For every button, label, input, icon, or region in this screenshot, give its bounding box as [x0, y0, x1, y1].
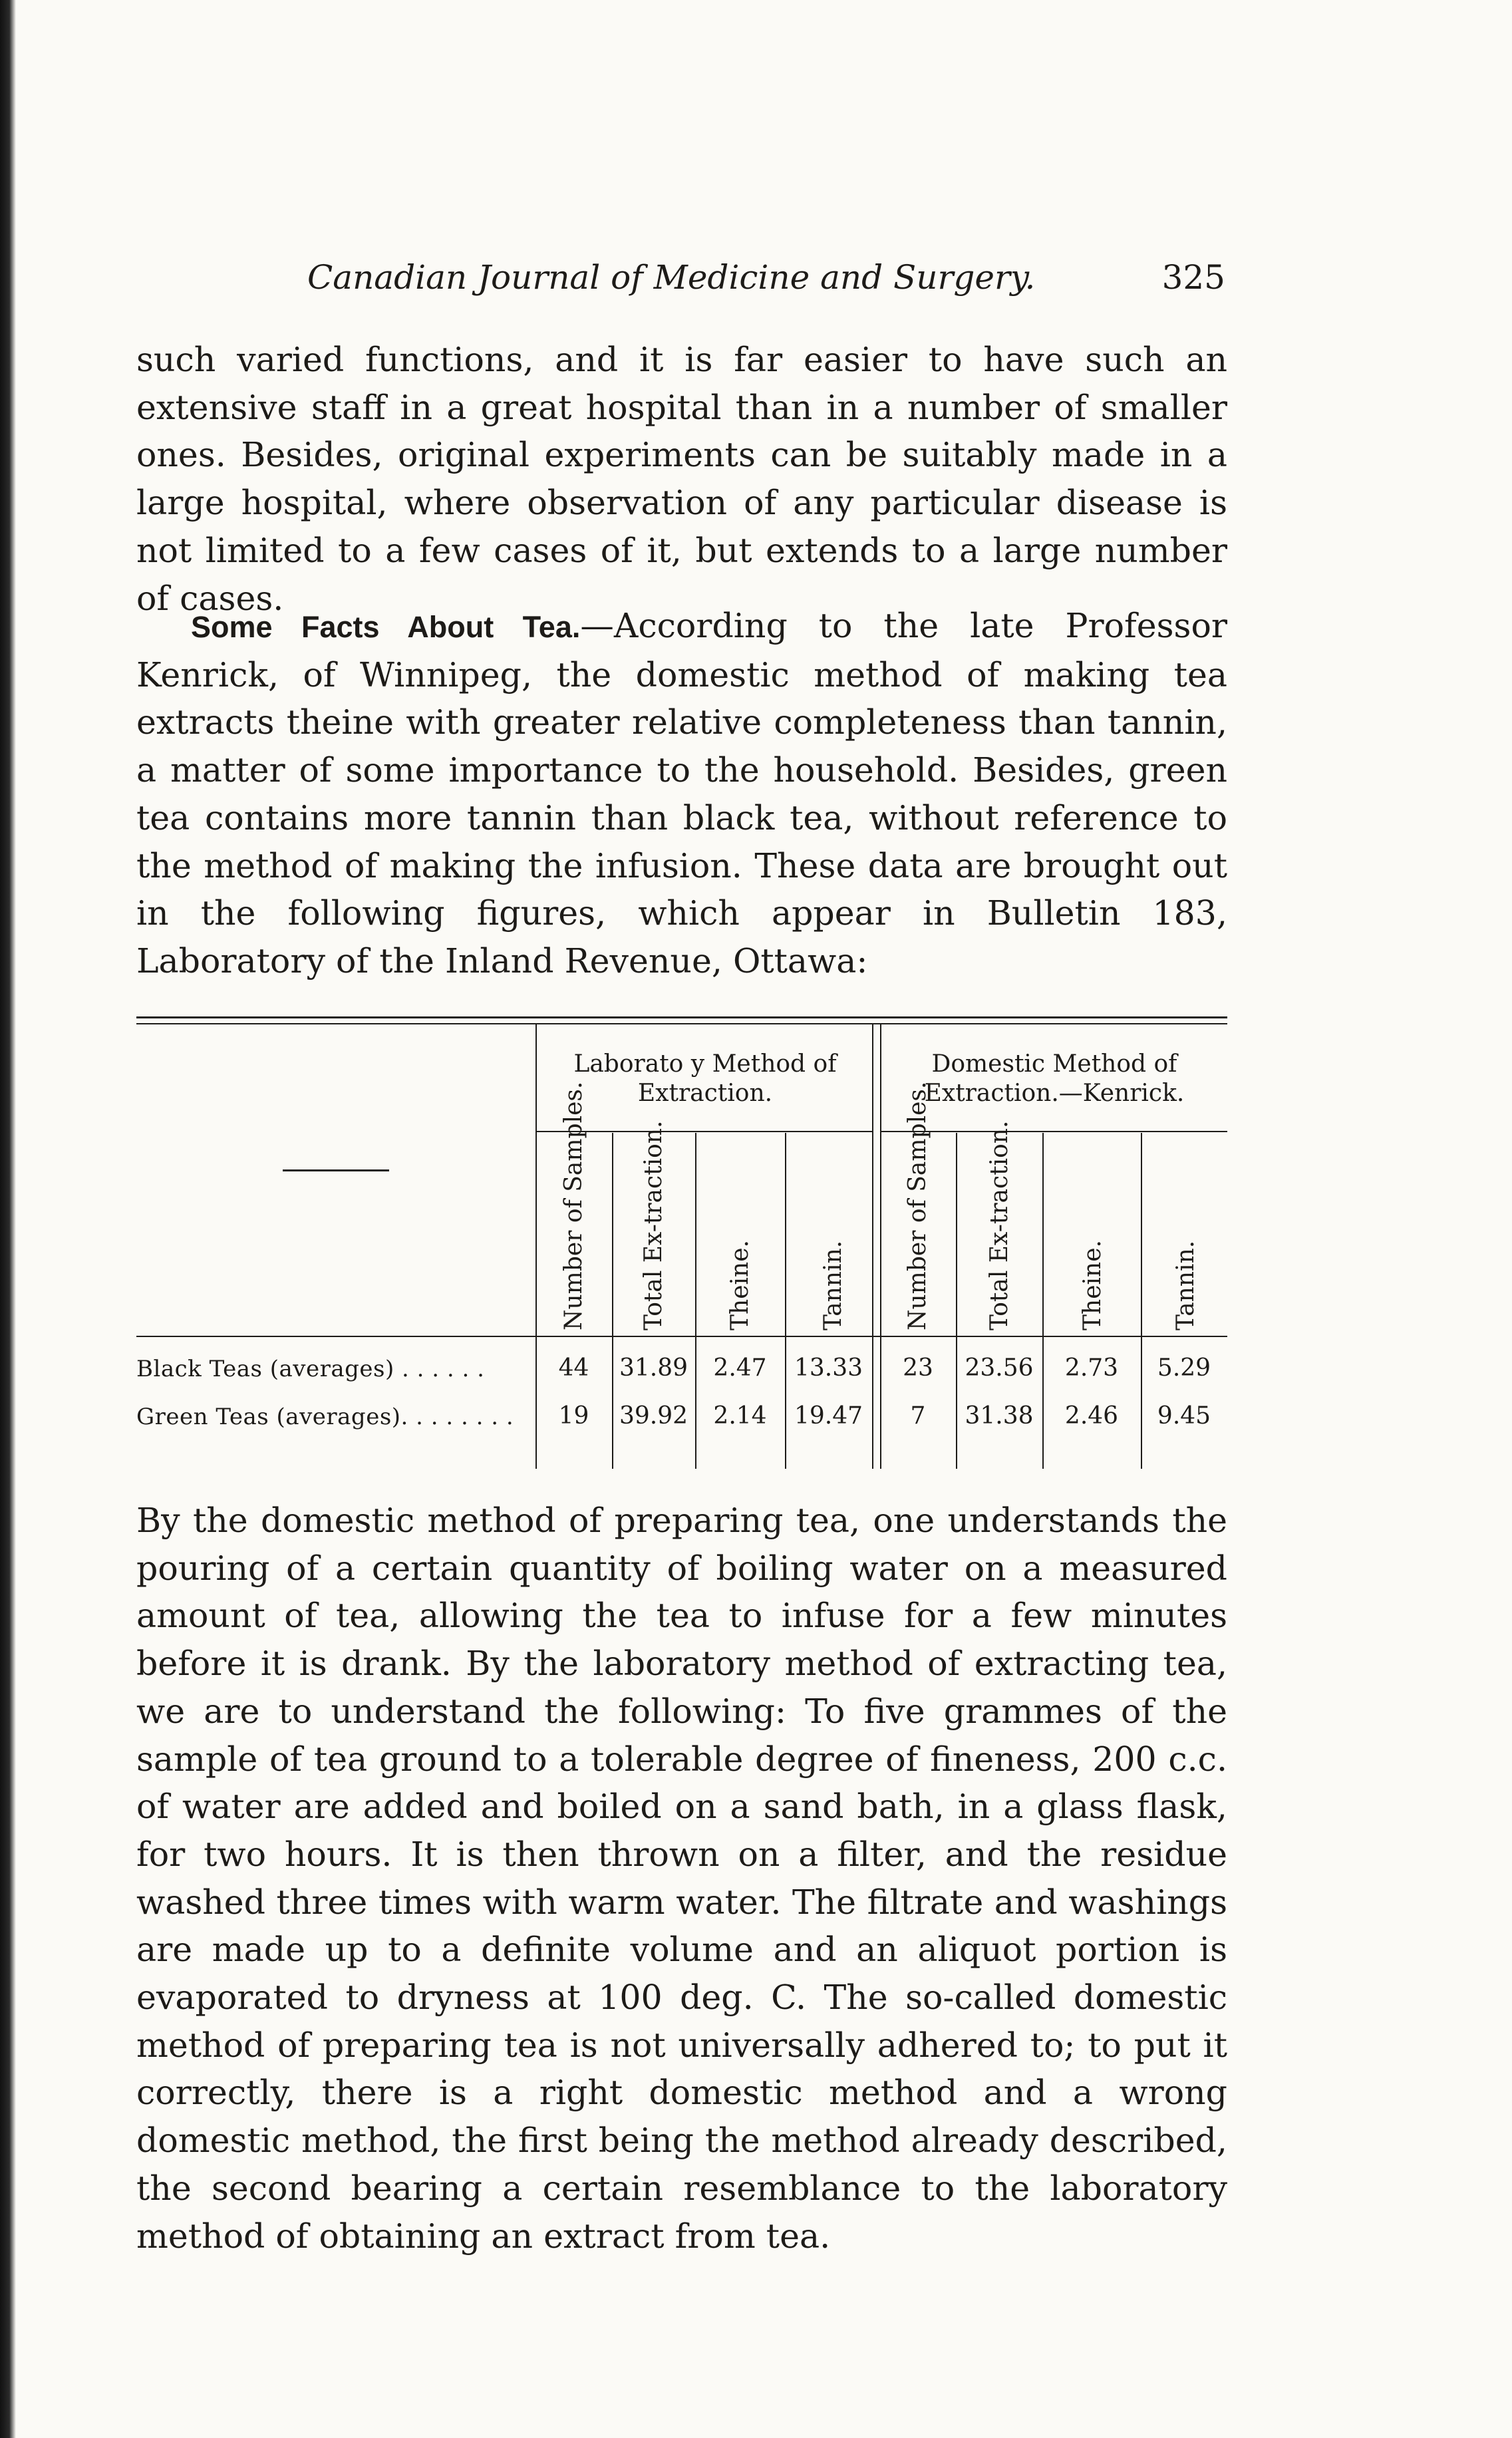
paragraph-3 — [136, 1497, 1227, 2260]
row-label-green-teas: Green Teas (averages). . . . . . . . — [136, 1404, 514, 1430]
table-cell: 7 — [910, 1402, 926, 1430]
table-cell: 23.56 — [965, 1354, 1034, 1382]
row-label-black-teas: Black Teas (averages) . . . . . . — [136, 1356, 485, 1382]
col-head-tannin: Tannin. — [820, 1240, 847, 1330]
col-head-theine: Theine. — [1079, 1240, 1106, 1330]
col-head-tannin: Tannin. — [1172, 1240, 1199, 1330]
col-head-theine: Theine. — [726, 1240, 754, 1330]
table-cell: 9.45 — [1157, 1402, 1211, 1430]
table-cell: 2.46 — [1064, 1402, 1119, 1430]
paragraph-1 — [136, 336, 1227, 622]
paragraph-2-text: —According to the late Professor Kenrick, of Winnipeg, the domestic method of making tea extracts theine with greater relative completeness than tannin, a matter of some importance to the household. Besides, green tea contains more tannin than black tea, without reference to the method of making the infusion. These data are brought out in the following figures, which appear in Bulletin 183, Laboratory of the Inland Revenue, Ottawa: — [136, 606, 1227, 981]
table-cell: 31.89 — [619, 1354, 688, 1382]
page-binding-edge — [0, 0, 16, 2438]
table-cell: 39.92 — [619, 1402, 688, 1430]
journal-title: Canadian Journal of Medicine and Surgery. — [307, 258, 1036, 297]
group-head-laboratory: Laborato y Method of Extraction. — [573, 1050, 837, 1107]
page-number: 325 — [1161, 258, 1225, 297]
table-cell: 2.14 — [713, 1402, 767, 1430]
table-cell: 19 — [558, 1402, 589, 1430]
table-cell: 19.47 — [794, 1402, 863, 1430]
table-cell: 2.73 — [1064, 1354, 1119, 1382]
table-cell: 31.38 — [965, 1402, 1034, 1430]
table-cell: 5.29 — [1157, 1354, 1211, 1382]
paragraph-1-text: such varied functions, and it is far easier to have such an extensive staff in a great hospital than in a number of smaller ones. Besides, original experiments can be suitably made in a large hospital, where observation of any particular disease is not limited to a few cases of it, but extends to a large number of cases. — [136, 340, 1227, 618]
table-cell: 23 — [903, 1354, 933, 1382]
paragraph-3-text: By the domestic method of preparing tea, one understands the pouring of a certain quantity of boiling water on a measured amount of tea, allowing the tea to infuse for a few minutes before it is drank. By the laboratory method of extracting tea, we are to understand the following: To five grammes of the sample of tea ground to a tolerable degree of fineness, 200 c.c. of water are added and boiled on a sand bath, in a glass flask, for two hours. It is then thrown on a filter, and the residue washed three times with warm water. The filtrate and washings are made up to a definite volume and an aliquot portion is evaporated to dryness at 100 deg. C. The so-called domestic method of preparing tea is not universally adhered to; to put it correctly, there is a right domestic method and a wrong domestic method, the first being the method already described, the second bearing a certain resemblance to the laboratory method of obtaining an extract from tea. — [136, 1501, 1227, 2256]
section-heading: Some Facts About Tea. — [191, 610, 581, 644]
paragraph-2 — [136, 602, 1227, 985]
tea-data-table — [136, 1016, 1227, 1469]
table-vline — [872, 1023, 873, 1469]
stub-dash — [283, 1169, 389, 1171]
table-header-rule — [136, 1336, 1227, 1337]
table-top-rule — [136, 1016, 1227, 1024]
table-cell: 44 — [558, 1354, 589, 1382]
col-head-samples: Number of Samples. — [904, 1081, 931, 1330]
running-header — [307, 258, 1225, 311]
group-head-domestic: Domestic Method of Extraction.—Kenrick. — [924, 1050, 1185, 1107]
table-cell: 2.47 — [713, 1354, 767, 1382]
table-cell: 13.33 — [794, 1354, 863, 1382]
col-head-total-extraction: Total Ex-traction. — [986, 1120, 1013, 1330]
col-head-samples: Number of Samples. — [560, 1081, 587, 1330]
col-head-total-extraction: Total Ex-traction. — [640, 1120, 667, 1330]
